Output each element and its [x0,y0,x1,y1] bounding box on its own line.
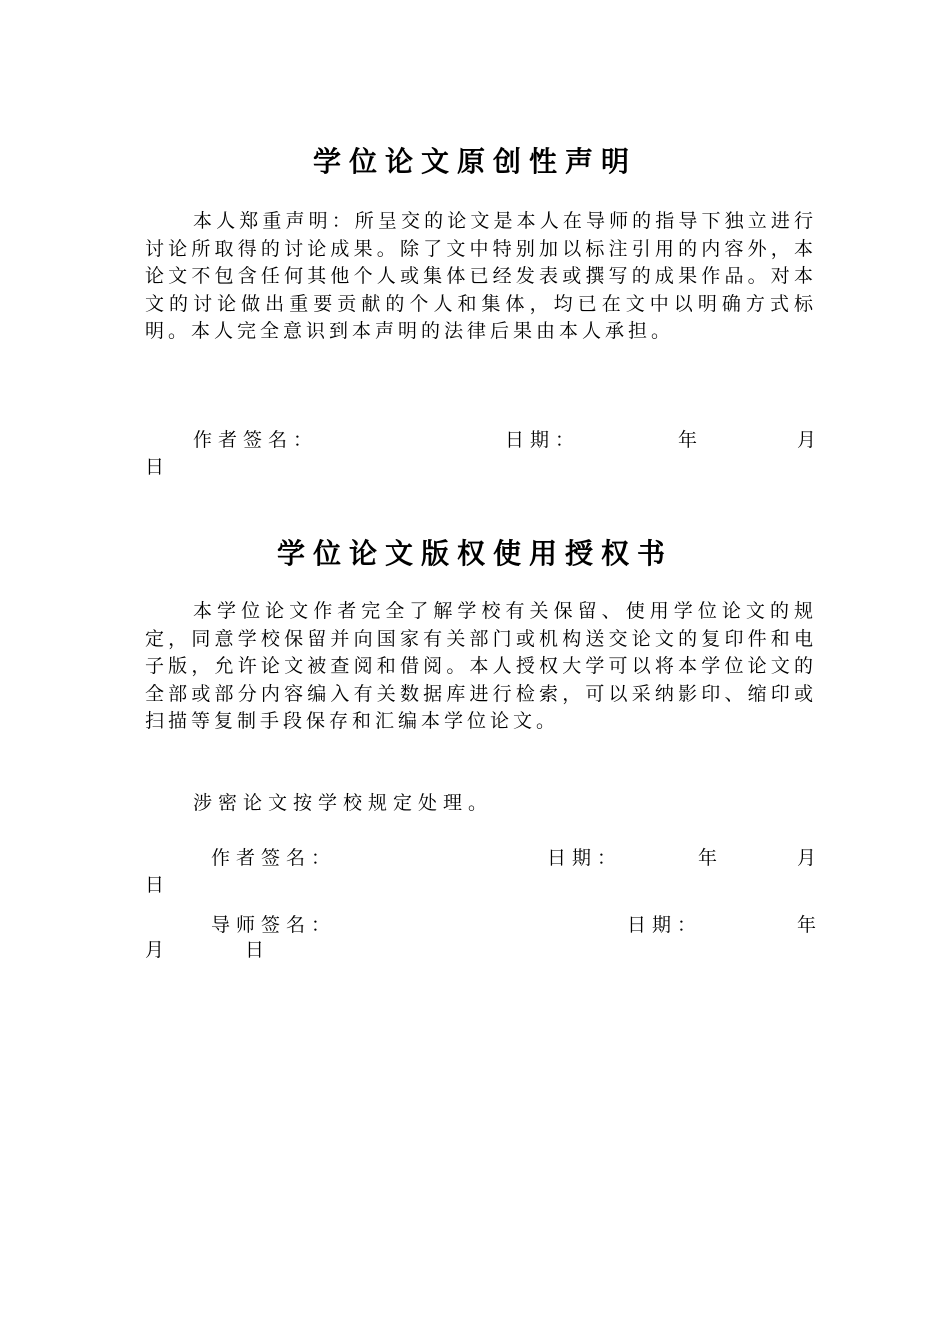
advisor-month-label: 月 [145,939,171,961]
authorization-author-day-label: 日 [145,874,171,896]
declaration-body: 本人郑重声明：所呈交的论文是本人在导师的指导下独立进行讨论所取得的讨论成果。除了文中特别加以标注引用的内容外，本论文不包含任何其他个人或集体已经发表或撰写的成果作品。对本文的讨论做出重要贡献的个人和集体，均已在文中以明确方式标明。本人完全意识到本声明的法律后果由本人承担。 [145,210,817,342]
declaration-year-label: 年 [678,429,704,451]
declaration-day-label: 日 [145,456,171,478]
authorization-author-year-label: 年 [698,847,724,869]
advisor-date-label: 日期： [627,914,703,936]
authorization-title: 学位论文版权使用授权书 [276,537,673,570]
advisor-year-label: 年 [797,914,823,936]
declaration-month-label: 月 [797,429,823,451]
declaration-author-signature-label: 作者签名： [193,429,319,451]
authorization-author-month-label: 月 [797,847,823,869]
authorization-author-date-label: 日期： [547,847,623,869]
advisor-signature-label: 导师签名： [211,914,337,936]
authorization-body: 本学位论文作者完全了解学校有关保留、使用学位论文的规定，同意学校保留并向国家有关部门或机构送交论文的复印件和电子版，允许论文被查阅和借阅。本人授权大学可以将本学位论文的全部或部分内容编入有关数据库进行检索，可以采纳影印、缩印或扫描等复制手段保存和汇编本学位论文。 [145,600,817,732]
declaration-title: 学位论文原创性声明 [312,145,637,178]
advisor-day-label: 日 [245,939,271,961]
declaration-date-label: 日期： [505,429,581,451]
authorization-author-signature-label: 作者签名： [211,847,337,869]
confidential-note: 涉密论文按学校规定处理。 [193,792,494,814]
